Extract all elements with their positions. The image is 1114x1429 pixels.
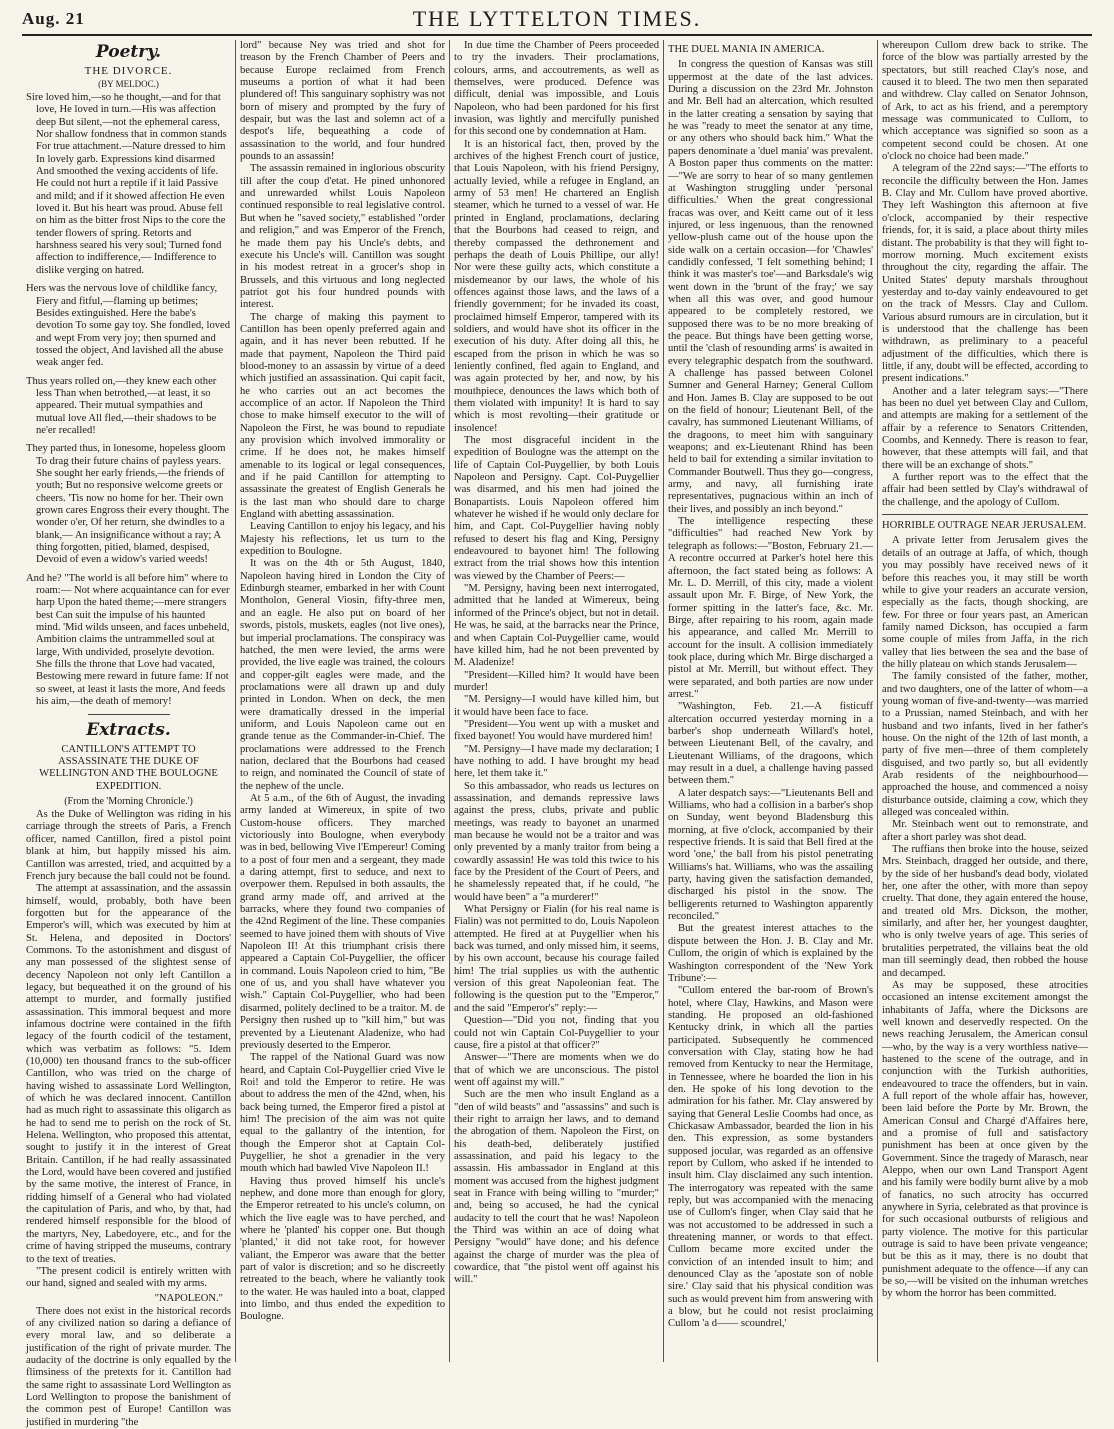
article-paragraph: A private letter from Jerusalem gives the details of an outrage at Jaffa, of which, though you may possibly have received news of it before this reaches you, it may still be worth while to give your readers an accurate version, especially as the facts, though shocking, are few. For three or four years past, an American family named Dickson, has occupied a farm some couple of miles from Jaffa, in the rich valley that lies between the sea and the base of the hilly plateau on which stands Jerusalem— xyxy=(882,535,1088,670)
article-paragraph: But the greatest interest attaches to the dispute between the Hon. J. B. Clay and Mr. Cullom, the origin of which is explained by the Washington correspondent of the 'New York Tribune':— xyxy=(668,923,873,984)
article-paragraph: Such are the men who insult England as a "den of wild beasts" and "assassins" and such is their right to arraign her laws, and to demand the abrogation of them. Napoleon the First, on his death-bed, deliberately justified assassination, and paid his legacy to the assassin. His ambassador in England at this moment was accused from the highest judgment seat in France with being willing to "murder;" and, being so accused, he had the cynical audacity to tell the court that he was! Napoleon the Third was within an ace of doing what Persigny "would" have done; and his defence against the charge of murder was the plea of cowardice, that "the pistol went off against his will." xyxy=(454,1089,659,1286)
article-paragraph: It is an historical fact, then, proved by the archives of the highest French court of justice, that Louis Napoleon, with his friend Persigny, actually levied, while a refugee in England, an army of 53 men! He chartered an English steamer, which he turned to a vessel of war. He printed in England, proclamations, declaring that the Bourbons had ceased to reign, and thereby compassed the dethronement and perhaps the death of Louis Phillipe, our ally! Nor were these guilty acts, which constitute a misdemeanor by our laws, the whole of his offences against those laws, and the laws of a friendly government; for he invaded its coast, proclaimed himself Emperor, tampered with its soldiers, and would have shot its officer in the execution of his duty. After doing all this, he escaped from the prison in which he was so leniently confined, fled again to England, and was again protected by her, and now, by his mouthpiece, denounces the laws which both of them violated with impunity! It is hard to say which is most revolting—their gratitude or insolence! xyxy=(454,138,659,434)
article-headline: THE DUEL MANIA IN AMERICA. xyxy=(668,44,825,55)
article-paragraph: Another and a later telegram says:—"There has been no duel yet between Clay and Cullom, and attempts are making for a settlement of the affair by a reference to Senators Crittenden, Coombs, and Kennedy. There is reason to fear, however, that these attempts will fail, and that there will be an exchange of shots." xyxy=(882,385,1088,471)
article-paragraph: As the Duke of Wellington was riding in his carriage through the streets of Paris, a French officer, named Cantillon, fired a pistol point blank at him, but happily missed his aim. Cantillon was arrested, tried, and acquitted by a French jury because the ball could not be found. xyxy=(26,809,231,882)
article-paragraph: "Washington, Feb. 21.—A fisticuff altercation occurred yesterday morning in a barber's shop underneath Willard's hotel, between Lieutenant Bell, of the cavalry, and Lieutenant Williams, of the dragoons, which may result in a duel, a challenge having passed between them." xyxy=(668,701,873,787)
article-paragraph: Leaving Cantillon to enjoy his legacy, and his Majesty his reflections, let us turn to the expedition to Boulogne. xyxy=(240,521,445,558)
article-paragraph: The rappel of the National Guard was now heard, and Captain Col-Puygellier cried Vive le Roi! and told the Emperor to retire. He was about to address the men of the 42nd, when, his back being turned, the Emperor fired a pistol at him! The precision of the aim was not quite equal to the gallantry of the intention, for though the Emperor shot at Captain Col-Puygellier, he shot a grenadier in the very mouth which had bawled Vive Napoleon II.! xyxy=(240,1052,445,1175)
article-paragraph: The charge of making this payment to Cantillon has been openly preferred again and again, and it has never been rebutted. If he made that payment, Napoleon the Third paid blood-money to an assassin by virtue of a deed which justified an assassination. Qui capit facit, he who carries out an act becomes the accomplice of an actor. If Napoleon the Third chose to make himself executor to the will of Napoleon the First, he was bound to repudiate any provision which involved immorality or crime. If he does not, he makes himself amenable to its logical or legal consequences, and if he paid Cantillon for attempting to assassinate the greatest of English Generals he is the last man who should dare to charge England with abetting assassination. xyxy=(240,311,445,521)
signature: "NAPOLEON." xyxy=(154,1292,223,1304)
article-paragraph: What Persigny or Fialin (for his real name is Fialin) was not permitted to do, Louis Napoleon attempted. He fired at at Puygellier when his back was turned, and only missed him, it seems, by his own account, because his courage failed him! The trial supplies us with the authentic version of this great Napoleonian feat. The following is the question put to the "Emperor," and the said "Emperor's" reply:— xyxy=(454,904,659,1014)
article-paragraph: The ruffians then broke into the house, seized Mrs. Steinbach, dragged her outside, and there, by the side of her husband's dead body, violated her, one after the other, with more than sepoy cruelty. That done, they again entered the house, and treated old Mrs. Dickson, the mother, similarly, and after her, her youngest daughter, who is only twelve years of age. This series of brutalities perpetrated, the villains beat the old man till seemingly dead, then robbed the house and decamped. xyxy=(882,844,1088,979)
article-paragraph: It was on the 4th or 5th August, 1840, Napoleon having hired in London the City of Edinburgh steamer, embarked in her with Count Montholon, General Viosin, fifty-three men, and an eagle. He also put on board of her swords, pistols, muskets, eagles (not live ones), but imperial proclamations. The conspiracy was hatched, the men were levied, the arms were provided, the live eagle was trained, the colours and copper-gilt eagles were made, and the proclamations were all drawn up and duly printed in London. When on deck, the men were dramatically dressed in the imperial uniform, and Louis Napoleon came out en grande tenue as the Commander-in-Chief. The proclamations were addressed to the French nation, declared that the Bourbons had ceased to reign, and nominated the Council of state of the nephew of the uncle. xyxy=(240,558,445,792)
article-paragraph: The most disgraceful incident in the expedition of Boulogne was the attempt on the life of Captain Col-Puygellier, by both Louis Napoleon and Persigny. Capt. Col-Puygellier was disarmed, and his men had joined the Bonapartists. Louis Napoleon offered him whatever he wished if he would only declare for him, and Capt. Col-Puygellier having nobly refused to desert his flag and King, Persigny endeavoured to bayonet him! The following extract from the trial shows how this intention was viewed by the Chamber of Peers:— xyxy=(454,435,659,582)
poem-stanza: Sire loved him,—so he thought,—and for that love, He loved in turn.—His was affection deep But silent,—not the ephemeral caress, Nor shallow fondness that in common stands For true attachment.—Nature dressed to him In lovely garb. Expressions kind disarmed And smoothed the vexing accidents of life. He could not hurt a reptile if it laid Passive and mild; and if it showed affection He even loved it. But his heart was proud. Abuse fell on him as the bitter frost Nips to the core the tender flowers of spring. Retorts and harshness seared his very soul; Turned fond affection to indifference,— Indifference to dislike verging on hatred. xyxy=(26,92,227,276)
issue-date: Aug. 21 xyxy=(22,9,85,28)
article-paragraph: There does not exist in the historical records of any civilized nation so daring a defiance of every moral law, and so deliberate a justification of the right of private murder. The audacity of the doctrine is only equalled by the flimsiness of the pretexts for it. Cantillon had the same right to assassinate Lord Wellington as Lord Wellington to propose the banishment of the common pest of Europe! Cantillon was justified in murdering "the xyxy=(26,1305,231,1428)
extracts-section-heading: Extracts. xyxy=(86,719,171,740)
article-paragraph: The assassin remained in inglorious obscurity till after the coup d'etat. He pined unhonored and unrewarded whilst Louis Napoleon continued responsible to real legislative control. But when he "saved society," established "order and religion," and was Emperor of the French, he made them pay his Uncle's debts, and execute his Uncle's will. Cantillon was sought in his modest retreat in a grocer's shop in Brussels, and this virtuous and long neglected patriot got his four hundred pounds with interest. xyxy=(240,163,445,311)
divider xyxy=(882,514,1088,515)
article-headline: HORRIBLE OUTRAGE NEAR JERUSALEM. xyxy=(882,520,1087,532)
article-paragraph: "M. Persigny—I would have killed him, but it would have been face to face. xyxy=(454,694,659,718)
article-paragraph: "M. Persigny, having been next interrogated, admitted that he landed at Wimereux, being informed of the Prince's object, but not in detail. He was, he said, at the barracks near the Prince, and when Captain Col-Puygellier came, would have killed him, had he not been prevented by M. Aladenize! xyxy=(454,583,659,669)
poem-stanza: And he? "The world is all before him" where to roam:— Not where acquaintance can for ever harp Upon the hated theme;—mere strangers best Can suit the impulse of his haunted mind. 'Mid wilds unseen, and faces unbeheld, Ambition claims the untrammelled soul at large, With undivided, proselyte devotion. She fills the throne that Love had vacated, Bestowing mere reward in future fame: If not so sweet, at least it lasts the more, And feeds his aim,—the death of memory! xyxy=(26,572,230,708)
column-4 xyxy=(664,40,878,1362)
poem-title: THE DIVORCE. xyxy=(84,65,173,77)
poetry-section-heading: Poetry. xyxy=(95,42,162,62)
masthead xyxy=(22,0,1092,36)
poem-byline: (BY MELDOC.) xyxy=(98,79,159,89)
article-headline: CANTILLON'S ATTEMPT TO ASSASSINATE THE DUKE OF WELLINGTON AND THE BOULOGNE EXPEDITION. xyxy=(39,743,218,792)
article-paragraph: The intelligence respecting these "difficulties" had reached New York by telegraph as follows:—"Boston, February 21.—A recontre occurred at Parker's hotel here this afternoon, the fact stated being as follows: A Mr. L. D. Merrill, of this city, made a violent assault upon Mr. F. Birge, of New York, the former spitting in the latter's face, &c. Mr. Birge, after repairing to his room, again made his appearance, and called Mr. Merrill to account for the insult. A collision immediately took place, during which Mr. Birge discharged a pistol at Mr. Merrill, but without effect. They were separated, and both parties are now under arrest." xyxy=(668,516,873,700)
article-paragraph: "President—You went up with a musket and fixed bayonet! You would have murdered him! xyxy=(454,718,659,743)
article-paragraph: The family consisted of the father, mother, and two daughters, one of the latter of whom—a young woman of five-and-twenty—was married to a Prussian, named Steinbach, and with her husband and two infants, lived in her father's house. On the night of the 12th of last month, a party of five men—three of them completely disguised, and two partly so, but all evidently Arab residents of the neighbourhood—approached the house, and commenced a noisy disturbance outside, claiming a cow, which they alleged was concealed within. xyxy=(882,671,1088,819)
newspaper-title: THE LYTTELTON TIMES. xyxy=(412,6,702,31)
article-paragraph: A further report was to the effect that the affair had been settled by Clay's withdrawal of the challenge, and the apology of Cullom. xyxy=(882,472,1088,508)
article-paragraph: lord" because Ney was tried and shot for treason by the French Chamber of Peers and because Europe reclaimed from French museums a portion of what it had been plundered of! This sanguinary sophistry was not born of misery and prompted by the fury of despair, but was the last and solemn act of a despot's life, bequeathing a code of assassination to the world, and four hundred pounds to an assassin! xyxy=(240,40,445,163)
poem-stanza: Thus years rolled on,—they knew each other less Than when betrothed,—at least, it so appeared. Their mutual sympathies and mutual love All fled,—their shadows to be ne'er recalled! xyxy=(26,375,217,436)
divider xyxy=(88,714,170,715)
article-source: (From the 'Morning Chronicle.') xyxy=(64,796,193,808)
article-paragraph: A telegram of the 22nd says:—"The efforts to reconcile the difficulty between the Hon. James B. Clay and Mr. Cullom have proved abortive. They left Washington this afternoon at five o'clock, accompanied by their respective friends, for, it is said, a place about thirty miles distant. The probability is that they will fight to-morrow morning. Much excitement exists throughout the city, regarding the affair. The United States' deputy marshals throughout yesterday and to-day vainly endeavoured to get on the track of Messrs. Clay and Cullom. Various absurd rumours are in circulation, but it is understood that the challenge has been withdrawn, as preliminary to a peaceful adjustment of the difficulties, which there is little, if any, doubt will be effected, according to present indications." xyxy=(882,163,1088,385)
article-paragraph: whereupon Cullom drew back to strike. The force of the blow was partially arrested by the spectators, but still reached Clay's nose, and caused it to bleed. The two men then separated and withdrew. Clay called on Senator Johnson, of Ark, to act as his friend, and a peremptory message was communicated to Cullom, to which acceptance was signified so soon as a competent second could be chosen. At one o'clock no choice had been made." xyxy=(882,40,1088,163)
article-paragraph: A later despatch says:—"Lieutenants Bell and Williams, who had a collision in a barber's shop on Sunday, went beyond Bladensburg this morning, at five o'clock, accompanied by their respective friends. It is said that Bell fired at the word 'one,' the ball from his pistol penetrating Williams's hat. Williams, who was the assailing party, having given the satisfaction demanded, discharged his pistol in the snow. The belligerents returned to Washington apparently reconciled." xyxy=(668,787,873,923)
article-paragraph: In due time the Chamber of Peers proceeded to try the invaders. Their proclamations, colours, arms, and accoutrements, as well as themselves, were produced. Defence was difficult, denial was impossible, and Louis Napoleon, who had been pardoned for his first invasion, was lightly and mercifully punished for this second one by condemnation at Ham. xyxy=(454,40,659,138)
poem-stanza: They parted thus, in lonesome, hopeless gloom To drag their future chains of payless years. She sought her early friends,—the friends of youth; But no responsive welcome greets or cheers. 'Tis now no home for her. Their own grown cares Engross their every thought. The wonder o'er, Of her return, she dwindles to a blank,— An insignificance without a ray; A thing forgotten, pitied, blamed, despised, Devoid of even a widow's varied weeds! xyxy=(26,443,230,566)
column-5 xyxy=(878,40,1092,1362)
article-paragraph: Having thus proved himself his uncle's nephew, and done more than enough for glory, the Emperor retreated to his uncle's column, on which the live eagle was to have perched, and where he 'planted' his copper one. But though 'planted,' it did not take root, for however valiant, the Emperor was aware that the better part of valor is discretion; and so he discreetly retreated to the beach, where he valiantly took to the water. He was hauled into a boat, clapped into limbo, and thus ended the expedition to Boulogne. xyxy=(240,1175,445,1323)
article-paragraph: Mr. Steinbach went out to remonstrate, and after a short parley was shot dead. xyxy=(882,819,1088,843)
column-2 xyxy=(236,40,450,1362)
article-paragraph: As may be supposed, these atrocities occasioned an intense excitement amongst the inhabitants of Jaffa, where the Dicksons are well known and deservedly respected. On the news reaching Jerusalem, the American consul—who, by the way is a very worthless native—hastened to the scene of the outrage, and in conjunction with the Turkish authorities, endeavoured to trace the offenders, but in vain. A full report of the whole affair has, however, been laid before the Porte by Mr. Brown, the American Consul and Chargé d'Affaires here, and a promise of full and satisfactory punishment has been at once given by the Government. Since the tragedy of Marasch, near Aleppo, when our own Land Transport Agent and his family were bodily burnt alive by a mob of fanatics, no such atrocity has occurred anywhere in Syria, celebrated as that province is for such occasional outbursts of religious and party violence. The motive for this particular outrage is said to have been private vengeance; but be this as it may, there is no doubt that punishment adequate to the offence—if any can be so,—will be visited on the inhuman wretches by whom the horror has been committed. xyxy=(882,979,1088,1300)
article-paragraph: At 5 a.m., of the 6th of August, the invading army landed at Wimereux, in spite of two Custom-house officers. They marched victoriously into Boulogne, when everybody was in bed, bellowing Vive l'Empereur! Coming to a post of four men and a sergeant, they made a daring attempt, first to seduce, and next to overpower them. Repulsed in both assaults, the grand army made off, and arrived at the barracks, where they found two companies of the 42nd Regiment of the line. These companies seemed to have joined them with shouts of Vive Napoleon II! At this triumphant crisis there appeared a Captain Col-Puygellier, the officer in command. Louis Napoleon cried to him, "Be one of us, and you shall have whatever you wish." Captain Col-Puygellier, who had been disarmed, politely declined to be a traitor. M. de Persigny then rushed up to "kill him," but was prevented by a Lieutenant Aladenize, who had previously deserted to the Emperor. xyxy=(240,792,445,1051)
article-paragraph: So this ambassador, who reads us lectures on assassination, and demands repressive laws against the press, clubs, private and public meetings, was ready to bayonet an unarmed man because he would not be a traitor and was only prevented by a manly traitor from being a cowardly assassin! He was told this twice to his face by the President of the Court of Peers, and he shamelessly repeated that, if he could, "he would have been" a "a murderer!" xyxy=(454,780,659,903)
article-paragraph: The attempt at assassination, and the assassin himself, would, probably, both have been forgotten but for the appearance of the Emperor's will, which was executed by him at St. Helena, and deposited in Doctors' Commons. To the astonishment and disgust of any man possessed of the slightest sense of decency Napoleon not only left Cantillon a legacy, but bequeathed it on the ground of his attempt to murder, and formally justified assassination. This immoral bequest and more infamous doctrine were contained in the fifth legacy of the fourth codicil of the testament, which was verbatim as follows: "5. Idem (10,000) ten thousand francs to the sub-officer Cantillon, who was tried on the charge of having wished to assassinate Lord Wellington, of which he was declared innocent. Cantillon had as much right to assassinate this oligarch as he had to send me to perish on the rock of St. Helena. Wellington, who proposed this attentat, sought to justify it in the interest of Great Britain. Cantillon, if he had really assassinated the Lord, would have been covered and justified by the same motive, the interest of France, in ridding himself of a General who had violated the capitulation of Paris, and who, by that, had rendered himself responsible for the blood of the martyrs, Ney, Labedoyere, etc., and for the crime of having stripped the museums, contrary to the text of treaties. xyxy=(26,883,231,1265)
article-paragraph: "M. Persigny—I have made my declaration; I have nothing to add. I have brought my head here, let them take it." xyxy=(454,743,659,780)
article-paragraph: In congress the question of Kansas was still uppermost at the date of the last advices. During a discussion on the 23rd Mr. Johnston and Mr. Bell had an altercation, which resulted in the latter creating a sensation by saying that he was "ready to meet the senator at any time, or any others who should back him." What the papers denominate a 'duel mania' was prevalent. A Boston paper thus comments on the matter:—"We are sorry to hear of so many gentlemen at Washington struggling under 'personal difficulties.' When the great congressional fracas was over, and Keitt came out of it less injured, or less ingenuous, than the renowned yellow-plush came out of the house upon the side walk on a certain occasion—for 'Chawles' candidly confessed, 'I felt something behind; I think it was master's toe'—and Barksdale's wig went down in the 'brunt of the fray;' we say when all this was over, and good humour appeared to be completely restored, we supposed there was to be no more breaking of the peace. But things have been getting worse, until the 'clash of resounding arms' is awaited in every telegraphic despatch from the southward. A challenge has passed between Colonel Sumner and General Harney; General Cullom and Hon. James B. Clay are supposed to be out on the field of honour; Lieutenant Bell, of the cavalry, has summoned Lieutenant Williams, of the dragoons, to meet him with sanguinary weapons; and ex-Lieutenant Rhind has been held to bail for extending a similar invitation to Commander Boutwell. Thus they go—congress, army, and navy, all furnishing irate representatives, pugnacious within an inch of their lives, and possibly an inch beyond." xyxy=(668,59,873,515)
column-1 xyxy=(22,40,236,1428)
page-columns xyxy=(22,40,1092,1428)
poem-stanza: Hers was the nervous love of childlike fancy, Fiery and fitful,—flaming up betimes; Besides extinguished. Here the babe's devotion To some gay toy. She fondled, loved and wept From very joy; then spurned and tossed the object, And lavished all the abuse weak anger fed. xyxy=(26,283,231,369)
article-paragraph: Answer—"There are moments when we do that of which we are unconscious. The pistol went off against my will." xyxy=(454,1052,659,1088)
article-paragraph: "Cullom entered the bar-room of Brown's hotel, where Clay, Hawkins, and Mason were standing. He proposed an old-fashioned Kentucky drink, in which all the parties participated. Subsequently he commenced conversation with Clay, stating how he had removed from Kentucky to near the Hermitage, in Tennessee, where he boarded the lion in his den. He spoke of his long devotion to the admiration for his father. Mr. Clay answered by saying that General Leslie Coombs had once, as Chickasaw Ambassador, bearded the lion in his den. This expression, as some bystanders supposed jocular, was regarded as an offensive report by Cullom, who asked if he intended to insult him. Clay disclaimed any such intention. The interrogatory was repeated with the same reply, but was accompanied with the menacing use of Cullom's finger, when Clay said that he was not accustomed to be addressed in such a threatening manner, or words to that effect. Cullom became more excited under the conviction of an intended insult to him; and denounced Clay as the 'apostate son of noble sire.' Clay said that his physical condition was such as would prevent him from answering with a blow, but he could not resist proclaiming Cullom 'a d—— scoundrel,' xyxy=(668,985,873,1330)
column-3 xyxy=(450,40,664,1362)
article-paragraph: "The present codicil is entirely written with our hand, signed and sealed with my arms. xyxy=(26,1265,231,1290)
article-paragraph: Question—"Did you not, finding that you could not win Captain Col-Puygellier to your cause, fire a pistol at that officer?" xyxy=(454,1015,659,1051)
article-paragraph: "President—Killed him? It would have been murder! xyxy=(454,669,659,693)
